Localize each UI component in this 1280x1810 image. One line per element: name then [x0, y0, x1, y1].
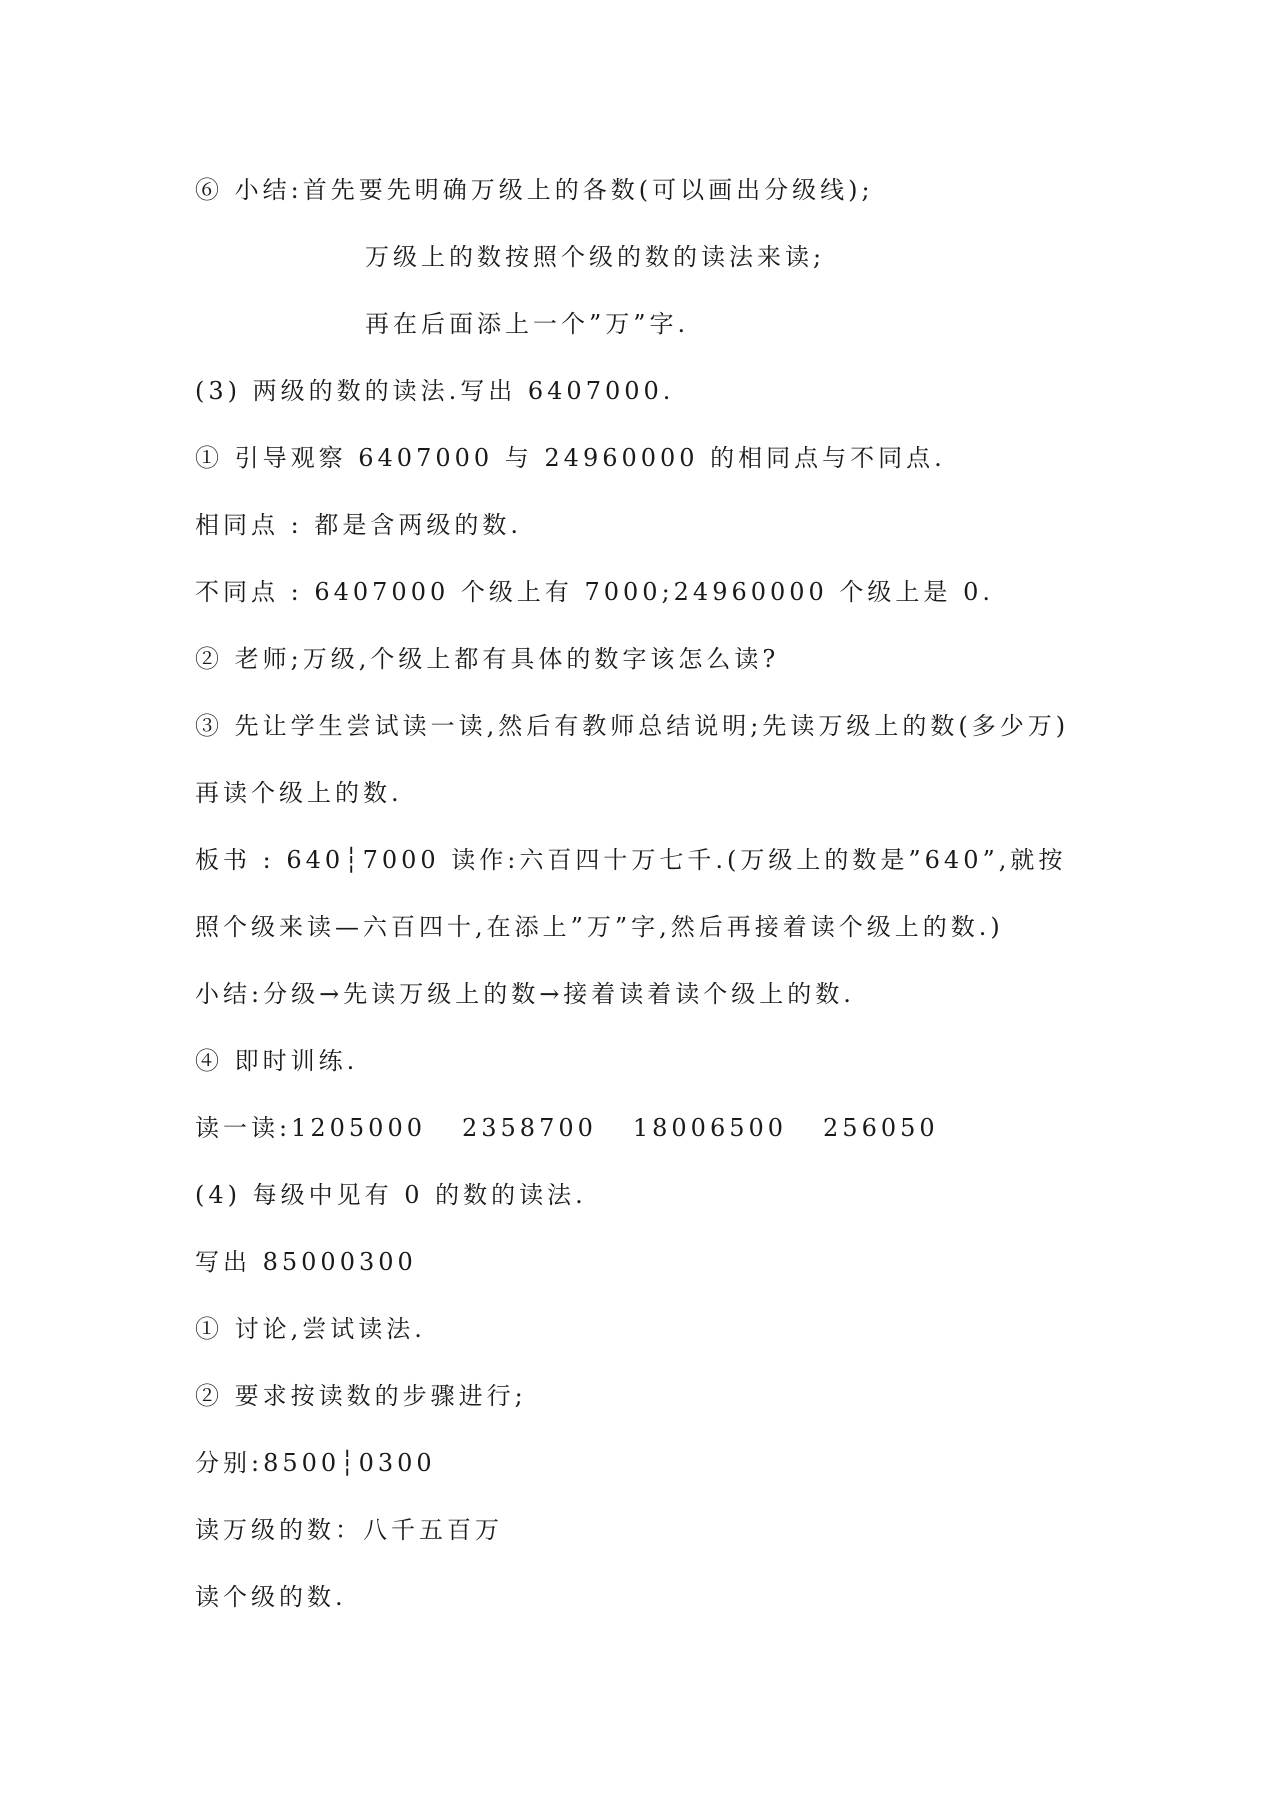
- practice-row: [195, 1108, 939, 1148]
- write-number-line: 写出 85000300: [195, 1248, 417, 1276]
- practice-number: 256050: [823, 1114, 939, 1142]
- practice-number: 1205000: [291, 1114, 426, 1142]
- section-4-heading: (4) 每级中见有 0 的数的读法.: [195, 1181, 587, 1209]
- read-wan-level-line: 读万级的数：八千五百万: [195, 1516, 503, 1544]
- practice-number: 2358700: [461, 1114, 597, 1142]
- similarity-line: 相同点 : 都是含两级的数.: [195, 511, 522, 539]
- summary-line-3: 再在后面添上一个”万”字.: [365, 310, 690, 338]
- summary-steps-line: 小结:分级→先读万级上的数→接着读着读个级上的数.: [195, 980, 855, 1008]
- teacher-question-line: ② 老师;万级,个级上都有具体的数字该怎么读?: [195, 645, 780, 673]
- blackboard-line-1: 板书 : 640┆7000 读作:六百四十万七千.(万级上的数是”640”,就按: [195, 846, 1067, 874]
- split-line: 分别:8500┆0300: [195, 1449, 436, 1477]
- read-ge-level-line: 读个级的数.: [195, 1583, 347, 1611]
- summary-line-1: ⑥ 小结:首先要先明确万级上的各数(可以画出分级线);: [195, 176, 874, 204]
- practice-heading: ④ 即时训练.: [195, 1047, 359, 1075]
- blackboard-line-2: 照个级来读—六百四十,在添上”万”字,然后再接着读个级上的数.): [195, 913, 1004, 941]
- practice-number: 18006500: [632, 1114, 788, 1142]
- summary-line-2: 万级上的数按照个级的数的读法来读;: [365, 243, 826, 271]
- discuss-line: ① 讨论,尝试读法.: [195, 1315, 426, 1343]
- practice-label: 读一读:: [195, 1114, 292, 1142]
- try-reading-line: ③ 先让学生尝试读一读,然后有教师总结说明;先读万级上的数(多少万): [195, 712, 1070, 740]
- observe-line: ① 引导观察 6407000 与 24960000 的相同点与不同点.: [195, 444, 946, 472]
- read-unit-level-line: 再读个级上的数.: [195, 779, 403, 807]
- section-3-heading: (3) 两级的数的读法.写出 6407000.: [195, 377, 675, 405]
- steps-line: ② 要求按读数的步骤进行;: [195, 1382, 527, 1410]
- difference-line: 不同点 : 6407000 个级上有 7000;24960000 个级上是 0.: [195, 578, 994, 606]
